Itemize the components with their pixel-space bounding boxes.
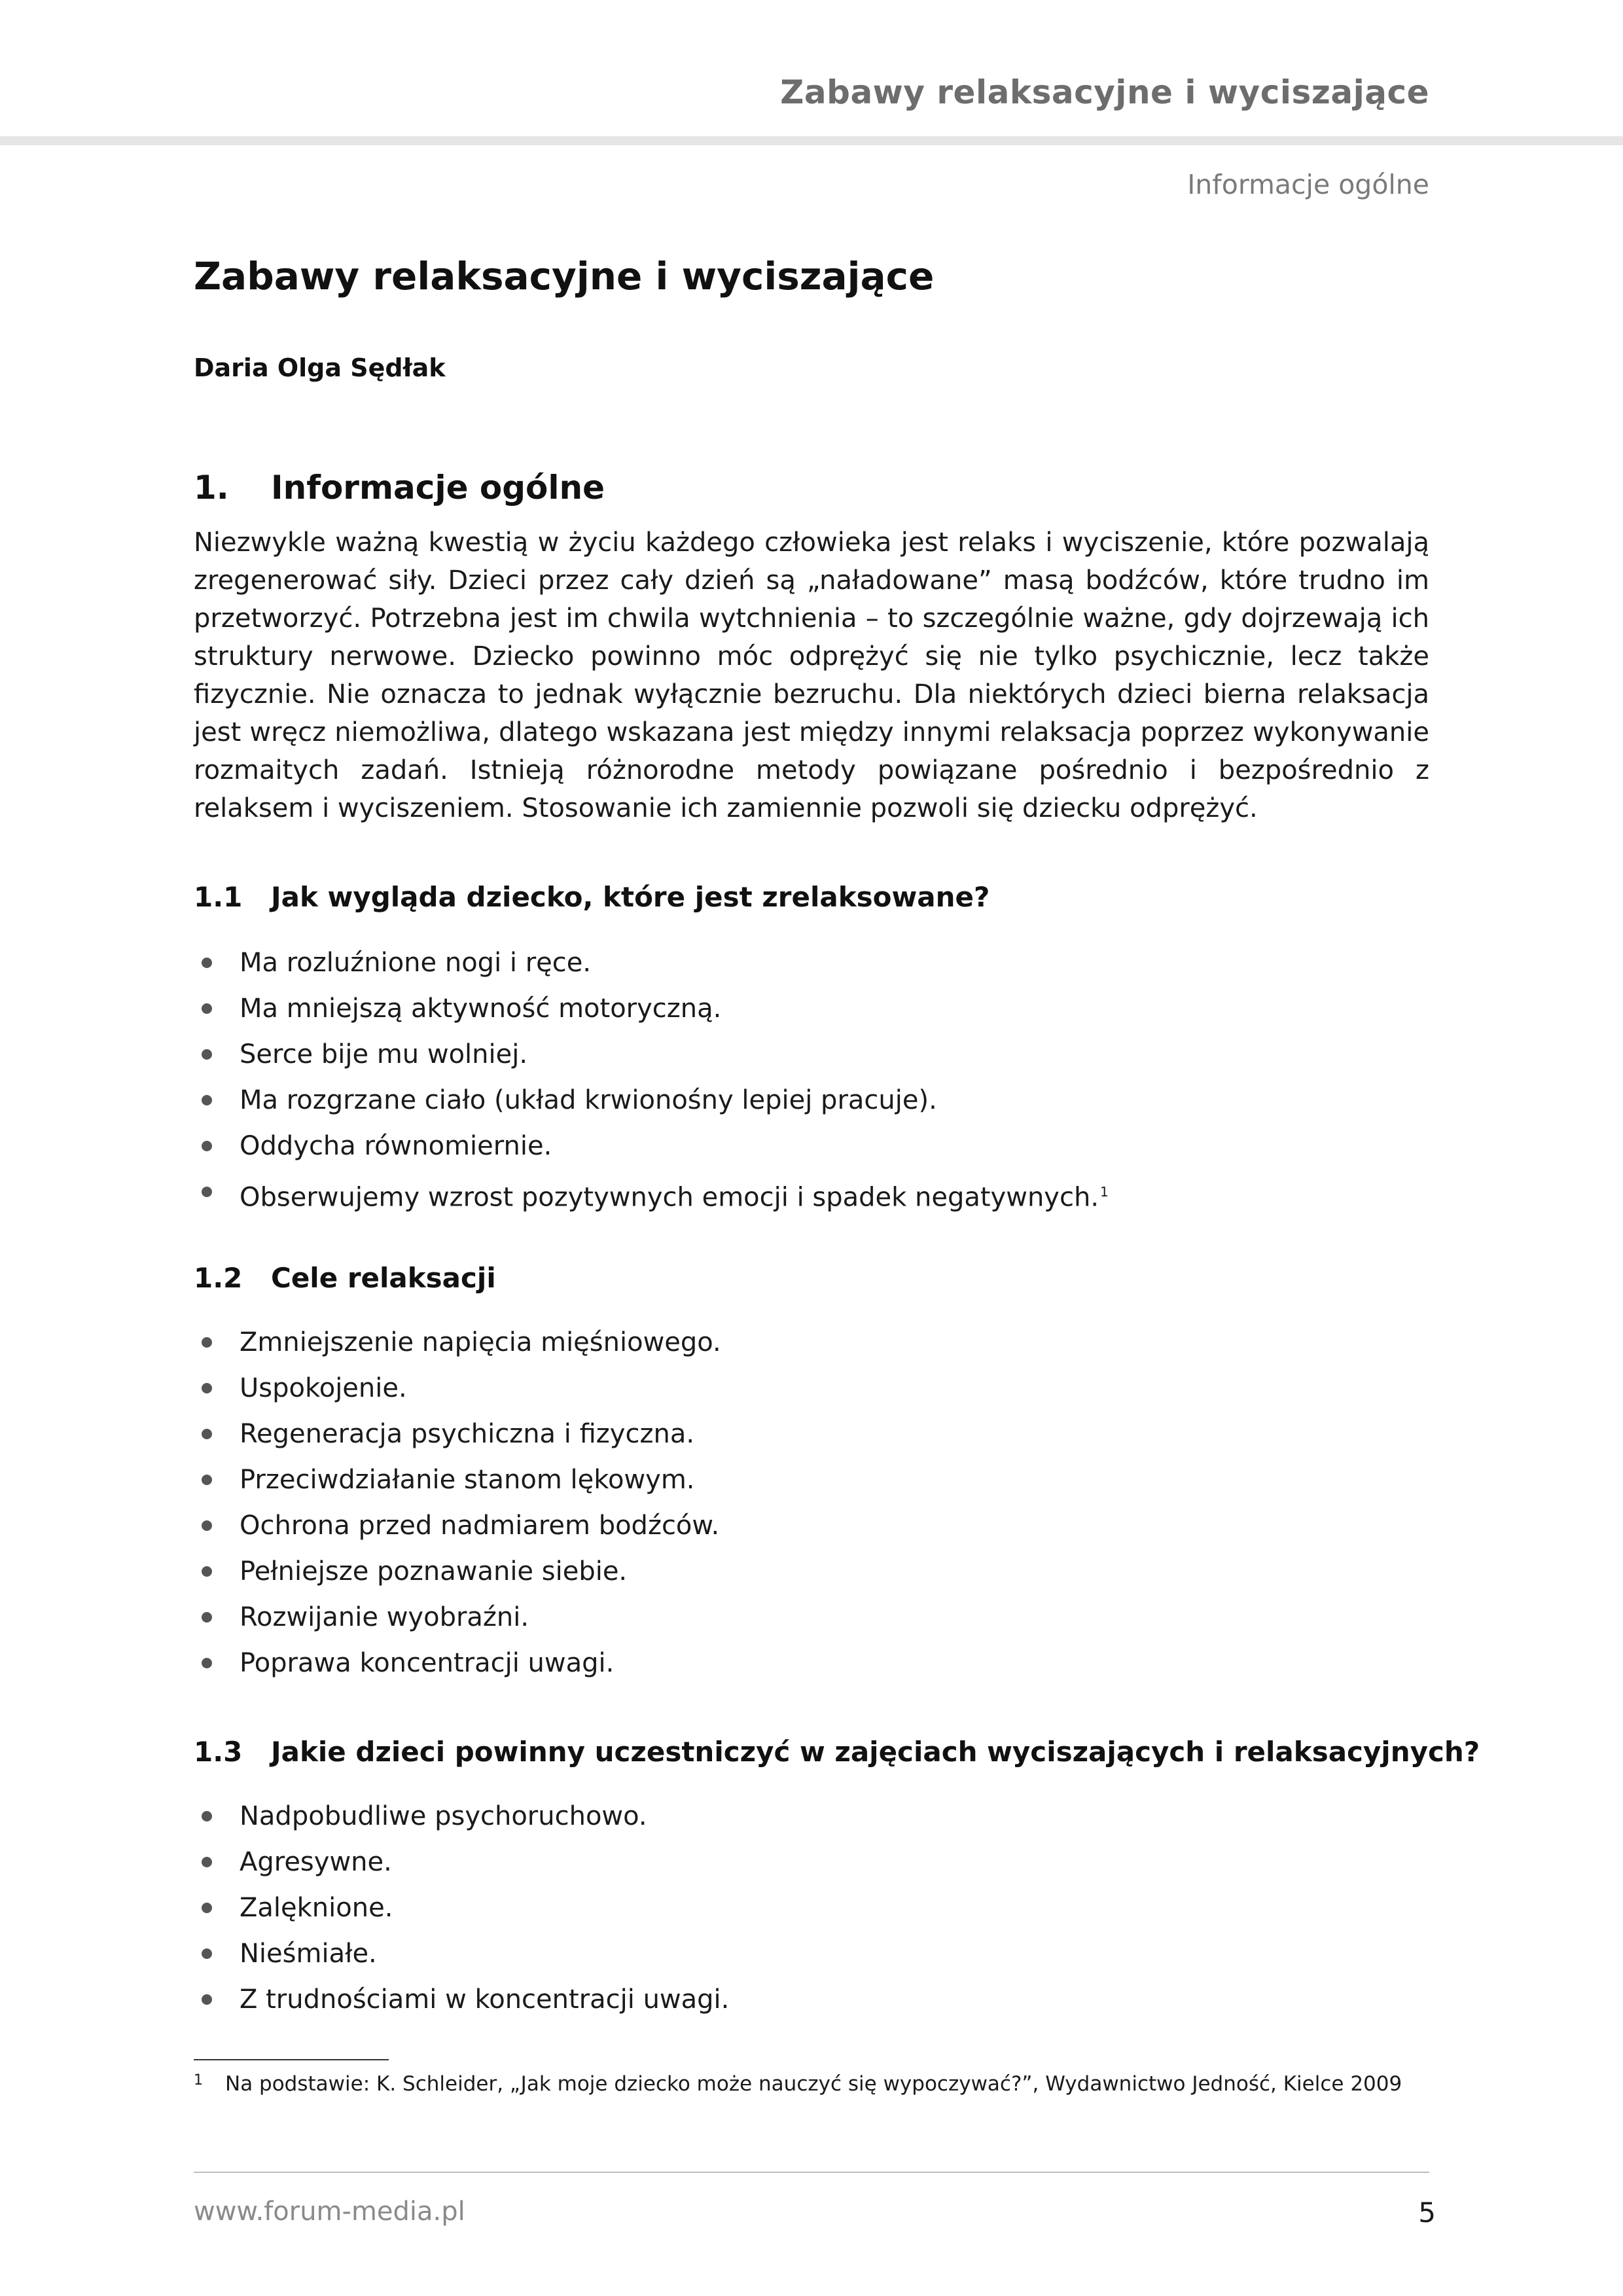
section-title: Jakie dzieci powinny uczestniczyć w zajęciach wyciszających i relaksacyjnych? xyxy=(271,1736,1480,1768)
list-item: Przeciwdziałanie stanom lękowym. xyxy=(194,1457,721,1503)
bullet-icon xyxy=(202,1948,212,1959)
section-number: 1.1 xyxy=(194,881,243,913)
list-item: Pełniejsze poznawanie siebie. xyxy=(194,1549,721,1594)
list-item: Oddycha równomiernie. xyxy=(194,1123,1109,1169)
document-title: Zabawy relaksacyjne i wyciszające xyxy=(194,254,935,298)
relaxation-goals-list xyxy=(194,1319,721,1686)
bullet-icon xyxy=(202,1857,212,1867)
section-title: Jak wygląda dziecko, które jest zrelaksowane? xyxy=(271,881,990,913)
relaxed-child-list xyxy=(194,940,1109,1215)
footer-url[interactable]: www.forum-media.pl xyxy=(194,2197,465,2227)
list-item: Uspokojenie. xyxy=(194,1365,721,1411)
running-header: Zabawy relaksacyjne i wyciszające xyxy=(780,73,1429,111)
list-item: Ochrona przed nadmiarem bodźców. xyxy=(194,1503,721,1549)
bullet-icon xyxy=(202,1612,212,1623)
footnote-reference[interactable]: 1 xyxy=(1100,1184,1109,1200)
section-title: Informacje ogólne xyxy=(271,469,605,507)
list-item: Ma mniejszą aktywność motoryczną. xyxy=(194,986,1109,1031)
bullet-icon xyxy=(202,1429,212,1439)
section-number: 1.2 xyxy=(194,1262,243,1294)
section-1-2-heading xyxy=(194,1262,496,1294)
list-item: Nieśmiałe. xyxy=(194,1931,729,1977)
list-item: Obserwujemy wzrost pozytywnych emocji i spadek negatywnych. $^1$ xyxy=(194,1169,1109,1215)
header-bar xyxy=(0,136,1623,145)
bullet-icon xyxy=(202,1049,212,1060)
footnote xyxy=(194,2072,1429,2096)
footnote-text: Na podstawie: K. Schleider, „Jak moje dziecko może nauczyć się wypoczywać?”, Wydawnictwo Jedność, Kielce 2009 xyxy=(225,2072,1402,2096)
bullet-icon xyxy=(202,1141,212,1151)
bullet-icon xyxy=(202,1383,212,1393)
section-1-1-heading xyxy=(194,881,990,913)
list-item: Serce bije mu wolniej. xyxy=(194,1031,1109,1077)
list-item: Agresywne. xyxy=(194,1839,729,1885)
list-item: Poprawa koncentracji uwagi. xyxy=(194,1640,721,1686)
list-item: Zalęknione. xyxy=(194,1885,729,1931)
footer-rule xyxy=(194,2172,1429,2173)
list-item: Z trudnościami w koncentracji uwagi. xyxy=(194,1977,729,2022)
bullet-icon xyxy=(202,1520,212,1531)
bullet-icon xyxy=(202,1003,212,1014)
target-children-list xyxy=(194,1793,729,2022)
section-title: Cele relaksacji xyxy=(271,1262,496,1294)
page-number: 5 xyxy=(1418,2197,1436,2229)
footnote-rule xyxy=(194,2059,389,2060)
bullet-icon xyxy=(202,1903,212,1913)
bullet-icon xyxy=(202,1658,212,1668)
section-number: 1.3 xyxy=(194,1736,243,1768)
list-item: Regeneracja psychiczna i fizyczna. xyxy=(194,1411,721,1457)
list-item: Ma rozluźnione nogi i ręce. xyxy=(194,940,1109,986)
section-number: 1. xyxy=(194,469,229,507)
bullet-icon xyxy=(202,1187,212,1197)
section-1-3-heading xyxy=(194,1736,1480,1768)
list-item: Rozwijanie wyobraźni. xyxy=(194,1594,721,1640)
list-item: Ma rozgrzane ciało (układ krwionośny lepiej pracuje). xyxy=(194,1077,1109,1123)
section-1-heading xyxy=(194,469,605,507)
intro-paragraph: Niezwykle ważną kwestią w życiu każdego człowieka jest relaks i wyciszenie, które pozwalają zregenerować siły. Dzieci przez cały dzień są „naładowane” masą bodźców, które trudno im przetworzyć. Potrzebna jest im chwila wytchnienia – to szczególnie ważne, gdy dojrzewają ich struktury nerwowe. Dziecko powinno móc odprężyć się nie tylko psychicznie, lecz także fizycznie. Nie oznacza to jednak wyłącznie bezruchu. Dla niektórych dzieci bierna relaksacja jest wręcz niemożliwa, dlatego wskazana jest między innymi relaksacja poprzez wykonywanie rozmaitych zadań. Istnieją różnorodne metody powiązane pośrednio i bezpośrednio z relaksem i wyciszeniem. Stosowanie ich zamiennie pozwoli się dziecku odprężyć. xyxy=(194,528,1429,823)
list-item: Nadpobudliwe psychoruchowo. xyxy=(194,1793,729,1839)
footnote-number: 1 xyxy=(194,2072,203,2089)
bullet-icon xyxy=(202,1475,212,1485)
bullet-icon xyxy=(202,1095,212,1105)
bullet-icon xyxy=(202,1337,212,1348)
author: Daria Olga Sędłak xyxy=(194,353,446,382)
section-reference: Informacje ogólne xyxy=(1187,169,1429,200)
bullet-icon xyxy=(202,1811,212,1821)
list-item: Zmniejszenie napięcia mięśniowego. xyxy=(194,1319,721,1365)
bullet-icon xyxy=(202,958,212,968)
bullet-icon xyxy=(202,1566,212,1577)
bullet-icon xyxy=(202,1994,212,2005)
